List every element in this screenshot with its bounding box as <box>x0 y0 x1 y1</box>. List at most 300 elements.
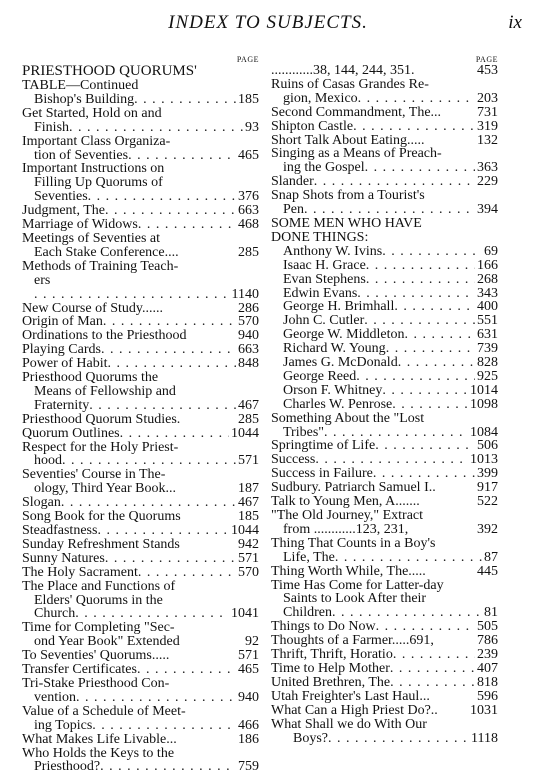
index-entry <box>271 481 498 495</box>
index-entry <box>271 161 498 175</box>
entry-text: Filling Up Quorums of <box>34 175 163 191</box>
running-header-title: INDEX TO SUBJECTS. <box>168 12 368 33</box>
entry-text: Priesthood Quorum Studies. <box>22 411 181 427</box>
index-entry <box>22 79 259 93</box>
entry-page-number: 1041 <box>231 606 259 622</box>
index-entry <box>22 468 259 482</box>
leader-dots <box>134 93 236 107</box>
entry-page-number: 940 <box>238 328 259 344</box>
entry-text: What Can a High Priest Do?.. <box>271 702 438 718</box>
entry-text: Value of a Schedule of Meet- <box>22 703 186 719</box>
leader-dots <box>314 175 475 189</box>
entry-page-number: 506 <box>477 438 498 454</box>
leader-dots <box>392 398 468 412</box>
leader-dots <box>101 343 236 357</box>
entry-text: Anthony W. Ivins <box>283 243 383 259</box>
entry-page-number: 407 <box>477 660 498 676</box>
index-entry <box>271 64 498 78</box>
leader-dots <box>304 203 475 217</box>
index-entry <box>271 370 498 384</box>
index-entry <box>22 607 259 621</box>
entry-text: Evan Stephens <box>283 271 366 287</box>
index-entry <box>22 566 259 580</box>
entry-text: Priesthood Quorums the <box>22 370 159 386</box>
index-entry <box>22 176 259 190</box>
leader-dots <box>353 120 475 134</box>
entry-text: ing Topics <box>34 717 93 733</box>
entry-text: Utah Freighter's Last Haul... <box>271 688 430 704</box>
entry-page-number: 925 <box>477 368 498 384</box>
leader-dots <box>89 399 236 413</box>
entry-text: Fraternity <box>34 397 90 413</box>
entry-text: The Place and Functions of <box>22 578 176 594</box>
entry-page-number: 445 <box>477 563 498 579</box>
leader-dots <box>100 760 236 774</box>
entry-text: Seventies <box>34 189 88 205</box>
entry-text: Thing That Counts in a Boy's <box>271 535 436 551</box>
index-entry <box>22 649 259 663</box>
entry-text: Methods of Training Teach- <box>22 258 179 274</box>
entry-text: Things to Do Now <box>271 619 376 635</box>
entry-text: Short Talk About Eating..... <box>271 132 425 148</box>
index-entry <box>271 147 498 161</box>
index-entry <box>22 524 259 538</box>
entry-text: United Brethren, The <box>271 674 391 690</box>
entry-page-number: 1044 <box>231 523 259 538</box>
entry-text: ............38, 144, 244, 351. <box>271 63 415 78</box>
leader-dots <box>404 328 475 342</box>
index-entry <box>271 92 498 106</box>
index-entry <box>271 426 498 440</box>
index-entry <box>271 495 498 509</box>
entry-page-number: 571 <box>238 453 259 469</box>
page-number: ix <box>508 12 522 33</box>
index-entry <box>22 232 259 246</box>
index-entry <box>22 135 259 149</box>
entry-page-number: 203 <box>477 90 498 106</box>
index-entry <box>271 676 498 690</box>
leader-dots <box>137 663 236 677</box>
entry-page-number: 185 <box>238 91 259 107</box>
entry-page-number: 596 <box>477 688 498 704</box>
entry-text: DONE THINGS: <box>271 229 369 245</box>
entry-text: Springtime of Life <box>271 438 376 454</box>
index-column-left <box>22 56 259 774</box>
leader-dots <box>88 190 236 204</box>
leader-dots <box>61 496 236 510</box>
index-entry <box>271 203 498 217</box>
index-entry <box>22 288 259 302</box>
entry-page-number: 319 <box>477 118 498 134</box>
index-entry <box>271 718 498 732</box>
index-entry <box>22 482 259 496</box>
entry-text: Tri-Stake Priesthood Con- <box>22 675 170 691</box>
index-entry <box>271 356 498 370</box>
leader-dots <box>375 439 475 453</box>
entry-page-number: 468 <box>238 217 259 233</box>
leader-dots <box>324 426 468 440</box>
leader-dots <box>356 370 475 384</box>
entry-text: Thoughts of a Farmer.....691, <box>271 633 434 649</box>
index-entry <box>22 496 259 510</box>
index-column-right <box>271 56 498 745</box>
page-column-label: PAGE <box>236 55 259 64</box>
index-entry <box>271 217 498 231</box>
entry-text: Thrift, Thrift, Horatio <box>271 647 393 663</box>
index-entry <box>271 579 498 593</box>
index-entry <box>271 648 498 662</box>
entry-page-number: 1044 <box>231 425 259 441</box>
index-entry <box>22 343 259 357</box>
entry-text: Something About the "Lost <box>271 410 425 426</box>
index-entry <box>22 760 259 774</box>
index-entry <box>271 175 498 189</box>
index-entry <box>271 106 498 120</box>
entry-text: Slander <box>271 174 314 190</box>
entry-text: Isaac H. Grace <box>283 257 366 273</box>
index-entry <box>271 398 498 412</box>
entry-text: ers <box>34 272 51 288</box>
entry-text: Pen <box>283 202 304 218</box>
entry-text: vention <box>34 689 76 705</box>
entry-text: Success <box>271 452 316 468</box>
entry-text: Seventies' Course in The- <box>22 467 166 483</box>
entry-text: Respect for the Holy Priest- <box>22 439 179 455</box>
leader-dots <box>366 273 475 287</box>
entry-page-number: 848 <box>238 356 259 372</box>
entry-text: Origin of Man <box>22 314 103 330</box>
index-entry <box>271 662 498 676</box>
entry-text: Success in Failure <box>271 466 373 482</box>
index-entry <box>271 509 498 523</box>
leader-dots <box>315 453 468 467</box>
index-entry <box>22 454 259 468</box>
entry-text: Boys? <box>293 730 328 746</box>
index-entry <box>271 537 498 551</box>
leader-dots <box>75 607 229 621</box>
index-entry <box>22 315 259 329</box>
entry-page-number: 69 <box>484 243 498 259</box>
index-entry <box>22 538 259 552</box>
index-entry <box>271 231 498 245</box>
index-entry <box>271 565 498 579</box>
entry-page-number: 1013 <box>470 452 498 468</box>
entry-page-number: 663 <box>238 203 259 219</box>
index-entry <box>22 635 259 649</box>
entry-text: Children <box>283 605 332 621</box>
leader-dots <box>69 121 243 135</box>
index-entry <box>22 107 259 121</box>
index-entry <box>271 732 498 746</box>
leader-dots <box>138 566 236 580</box>
entry-text: ing the Gospel <box>283 160 365 176</box>
entry-page-number: 239 <box>477 647 498 663</box>
index-entry <box>271 342 498 356</box>
index-entries-right <box>271 64 498 745</box>
entry-text: Orson F. Whitney <box>283 382 383 398</box>
entry-text: Second Commandment, The... <box>271 104 442 120</box>
index-entry <box>22 691 259 705</box>
leader-dots <box>373 467 475 481</box>
index-entry <box>22 385 259 399</box>
entry-page-number: 186 <box>238 731 259 747</box>
index-entry <box>22 510 259 524</box>
entry-text: Sunny Natures <box>22 550 105 566</box>
entry-text: Snap Shots from a Tourist's <box>271 188 425 204</box>
entry-page-number: 453 <box>477 63 498 78</box>
entry-text: Ordinations to the Priesthood <box>22 328 187 344</box>
entry-text: Sunday Refreshment Stands <box>22 536 180 552</box>
leader-dots <box>366 259 475 273</box>
index-entry <box>271 314 498 328</box>
entry-text: Shipton Castle <box>271 118 354 134</box>
entry-page-number: 1098 <box>470 396 498 412</box>
leader-dots <box>335 551 482 565</box>
index-entry <box>22 413 259 427</box>
index-entry <box>22 274 259 288</box>
entry-text: Edwin Evans <box>283 285 358 301</box>
entry-text: James G. McDonald <box>283 355 398 371</box>
entry-text: Song Book for the Quorums <box>22 509 181 525</box>
entry-page-number: 363 <box>477 160 498 176</box>
entry-text: Priesthood? <box>34 759 101 774</box>
leader-dots <box>393 648 475 662</box>
entry-text: SOME MEN WHO HAVE <box>271 215 422 231</box>
entry-page-number: 466 <box>238 717 259 733</box>
entry-text: Playing Cards <box>22 342 101 358</box>
index-entry <box>271 439 498 453</box>
entry-page-number: 731 <box>477 104 498 120</box>
entry-page-number: 286 <box>238 300 259 316</box>
leader-dots <box>97 524 229 538</box>
index-entry <box>271 287 498 301</box>
leader-dots <box>382 245 482 259</box>
entry-page-number: 268 <box>477 271 498 287</box>
entry-page-number: 631 <box>477 327 498 343</box>
leader-dots <box>138 218 236 232</box>
entry-page-number: 187 <box>238 481 259 497</box>
index-entry <box>22 747 259 761</box>
entry-text: Thing Worth While, The..... <box>271 563 426 579</box>
section-heading: PRIESTHOOD QUORUMS' <box>22 63 197 79</box>
leader-dots <box>382 384 468 398</box>
entry-text: ond Year Book" Extended <box>34 634 180 650</box>
entry-page-number: 467 <box>238 397 259 413</box>
entry-page-number: 571 <box>238 550 259 566</box>
index-entry <box>271 78 498 92</box>
entry-page-number: 465 <box>238 147 259 163</box>
leader-dots <box>358 92 475 106</box>
entry-text: What Shall we do With Our <box>271 716 427 732</box>
index-entry <box>22 121 259 135</box>
leader-dots <box>105 204 236 218</box>
entry-text: George Reed <box>283 368 357 384</box>
entry-text: What Makes Life Livable... <box>22 731 177 747</box>
entry-page-number: 663 <box>238 342 259 358</box>
entry-page-number: 229 <box>477 174 498 190</box>
leader-dots <box>386 342 475 356</box>
entry-page-number: 1031 <box>470 702 498 718</box>
leader-dots <box>34 288 230 302</box>
leader-dots <box>103 315 236 329</box>
leader-dots <box>92 719 236 733</box>
entry-page-number: 570 <box>238 314 259 330</box>
index-entry <box>22 329 259 343</box>
entry-page-number: 166 <box>477 257 498 273</box>
entry-text: Talk to Young Men, A....... <box>271 494 420 510</box>
entry-page-number: 828 <box>477 355 498 371</box>
index-entry <box>271 551 498 565</box>
entry-page-number: 400 <box>477 299 498 315</box>
entry-text: Elders' Quorums in the <box>34 592 163 608</box>
entry-text: hood <box>34 453 62 469</box>
leader-dots <box>390 662 475 676</box>
entry-text: from ............123, 231, <box>283 521 409 537</box>
entry-text: Power of Habit <box>22 356 108 372</box>
index-entry <box>22 302 259 316</box>
index-entry <box>22 427 259 441</box>
entry-text: Steadfastness <box>22 523 98 538</box>
entry-text: Ruins of Casas Grandes Re- <box>271 76 429 92</box>
entry-page-number: 505 <box>477 619 498 635</box>
entry-text: Means of Fellowship and <box>34 383 176 399</box>
index-entry <box>271 328 498 342</box>
index-entry <box>271 189 498 203</box>
index-entry <box>22 719 259 733</box>
entry-text: Tribes" <box>283 424 324 440</box>
entry-text: Finish <box>34 119 70 135</box>
entry-page-number: 759 <box>238 759 259 774</box>
leader-dots <box>76 691 236 705</box>
index-entry <box>271 384 498 398</box>
index-entry <box>22 190 259 204</box>
entry-text: Important Class Organiza- <box>22 133 171 149</box>
index-entry <box>271 120 498 134</box>
index-entry <box>271 245 498 259</box>
entry-page-number: 467 <box>238 495 259 511</box>
index-entry <box>271 300 498 314</box>
entry-text: Important Instructions on <box>22 161 165 177</box>
entry-page-number: 917 <box>477 480 498 496</box>
entry-text: Time to Help Mother <box>271 660 390 676</box>
index-entry <box>22 663 259 677</box>
leader-dots <box>398 356 475 370</box>
index-entry <box>22 552 259 566</box>
entry-page-number: 285 <box>238 411 259 427</box>
entry-page-number: 571 <box>238 648 259 664</box>
leader-dots <box>376 620 475 634</box>
index-entry <box>22 733 259 747</box>
entry-page-number: 465 <box>238 662 259 678</box>
index-entry <box>271 606 498 620</box>
entry-page-number: 942 <box>238 536 259 552</box>
entry-text: Richard W. Young <box>283 341 386 357</box>
entry-page-number: 940 <box>238 689 259 705</box>
index-entry <box>22 162 259 176</box>
entry-text: George H. Brimhall <box>283 299 395 315</box>
leader-dots <box>332 606 482 620</box>
entry-text: Singing as a Means of Preach- <box>271 146 442 162</box>
entry-page-number: 343 <box>477 285 498 301</box>
index-entry <box>271 453 498 467</box>
index-entry <box>271 634 498 648</box>
entry-page-number: 570 <box>238 564 259 580</box>
entry-page-number: 818 <box>477 674 498 690</box>
entry-text: Time Has Come for Latter-day <box>271 577 444 593</box>
entry-text: Get Started, Hold on and <box>22 105 162 121</box>
leader-dots <box>105 552 236 566</box>
index-entry <box>271 467 498 481</box>
entry-text: Life, The <box>283 549 335 565</box>
entry-page-number: 376 <box>238 189 259 205</box>
leader-dots <box>120 427 229 441</box>
entry-page-number: 392 <box>477 521 498 537</box>
entry-text: The Holy Sacrament <box>22 564 138 580</box>
entry-page-number: 1084 <box>470 424 498 440</box>
index-entry <box>22 580 259 594</box>
leader-dots <box>394 300 475 314</box>
index-entry <box>22 677 259 691</box>
leader-dots <box>328 732 469 746</box>
entry-page-number: 551 <box>477 313 498 329</box>
entry-text: New Course of Study...... <box>22 300 164 316</box>
entry-text: Church <box>34 606 76 622</box>
entry-text: ology, Third Year Book... <box>34 481 176 497</box>
entry-page-number: 92 <box>245 634 259 650</box>
entry-text: Each Stake Conference.... <box>34 244 179 260</box>
entry-text: "The Old Journey," Extract <box>271 508 424 523</box>
leader-dots <box>357 287 475 301</box>
index-entry <box>271 259 498 273</box>
entry-page-number: 394 <box>477 202 498 218</box>
leader-dots <box>128 149 236 163</box>
entry-text: tion of Seventies <box>34 147 129 163</box>
index-entry <box>22 621 259 635</box>
entry-page-number: 399 <box>477 466 498 482</box>
index-entry <box>22 93 259 107</box>
entry-page-number: 1118 <box>471 730 498 746</box>
entry-text: Quorum Outlines <box>22 425 120 441</box>
leader-dots <box>364 314 475 328</box>
entry-page-number: 81 <box>484 605 498 621</box>
index-entry <box>22 399 259 413</box>
entry-page-number: 185 <box>238 509 259 525</box>
entry-page-number: 132 <box>477 132 498 148</box>
entry-text: Meetings of Seventies at <box>22 230 161 246</box>
entry-text: Transfer Certificates <box>22 662 137 678</box>
entry-text: Time for Completing "Sec- <box>22 620 175 636</box>
leader-dots <box>62 454 236 468</box>
index-entry <box>22 260 259 274</box>
entry-text: Bishop's Building <box>34 91 135 107</box>
entry-text: Slogan <box>22 495 61 511</box>
entry-text: TABLE—Continued <box>22 78 139 93</box>
entry-text: To Seventies' Quorums..... <box>22 648 170 664</box>
index-entry <box>22 246 259 260</box>
page-column-label: PAGE <box>475 55 498 64</box>
index-entry <box>271 273 498 287</box>
entry-text: John C. Cutler <box>283 313 365 329</box>
entry-page-number: 87 <box>484 549 498 565</box>
entry-page-number: 1140 <box>231 286 259 302</box>
index-entry <box>271 523 498 537</box>
index-entry <box>22 204 259 218</box>
entry-text: Judgment, The <box>22 203 105 219</box>
index-entry <box>271 690 498 704</box>
index-entry <box>22 357 259 371</box>
index-entry <box>22 371 259 385</box>
index-entries-left <box>22 79 259 774</box>
